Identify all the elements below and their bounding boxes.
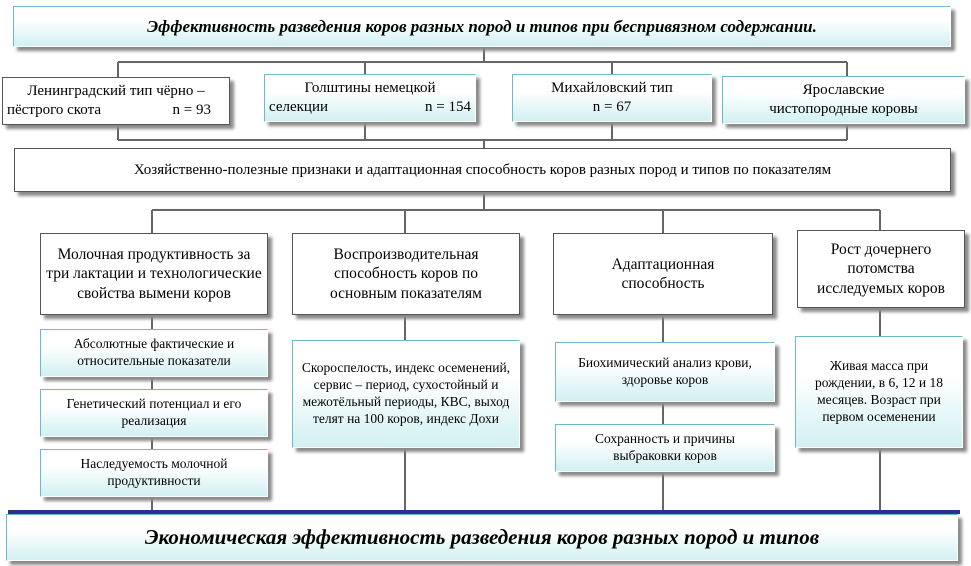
breed-label: Михайловский тип [551,80,673,97]
category-offspring-growth: Рост дочернего потомства исследуемых коров [797,230,965,308]
breed-box-holstein [264,74,476,122]
diagram-title: Эффективность разведения коров разных пород и типов при беспривязном содержании. [13,6,951,47]
category-milk-productivity: Молочная продуктивность за три лактации и технологические свойства вымени коров [40,233,268,315]
breed-label: пёстрого скота [7,102,101,118]
category-reproduction: Воспроизводительная способность коров по основным показателям [292,233,520,315]
breed-box-mikhailovsky [512,74,712,122]
detail-live-weight: Живая масса при рождении, в 6, 12 и 18 месяцев. Возраст при первом осеменении [795,336,963,448]
breed-count: n = 93 [172,102,211,118]
breed-label: чистопородные коровы [769,101,918,117]
detail-milk-heritability: Наследуемость молочной продуктивности [40,449,268,497]
category-adaptation: Адаптационная способность [553,233,773,315]
detail-blood-analysis: Биохимический анализ крови, здоровье коров [555,342,775,402]
breed-count: n = 154 [425,99,471,115]
detail-milk-indicators: Абсолютные фактические и относительные показатели [40,329,268,377]
detail-milk-genetic-potential: Генетический потенциал и его реализация [40,389,268,437]
breed-box-leningrad [2,77,230,125]
breed-label: Голштины немецкой [304,80,436,97]
economic-efficiency-footer: Экономическая эффективность разведения коров разных пород и типов [6,514,958,561]
detail-culling-reasons: Сохранность и причины выбраковки коров [555,424,775,472]
indicators-header: Хозяйственно-полезные признаки и адаптационная способность коров разных пород и типов по показателям [14,148,951,192]
breed-label: Ленинградский тип чёрно – [27,83,205,100]
breed-label: селекции [269,99,329,115]
breed-label: Ярославские [802,82,885,99]
breed-box-yaroslavl [722,76,965,124]
breed-count: n = 67 [592,99,632,115]
detail-reproduction: Скороспелость, индекс осеменений, сервис – период, сухостойный и межотёльный периоды, КВС, выход телят на 100 коров, индекс Дохи [292,340,520,448]
